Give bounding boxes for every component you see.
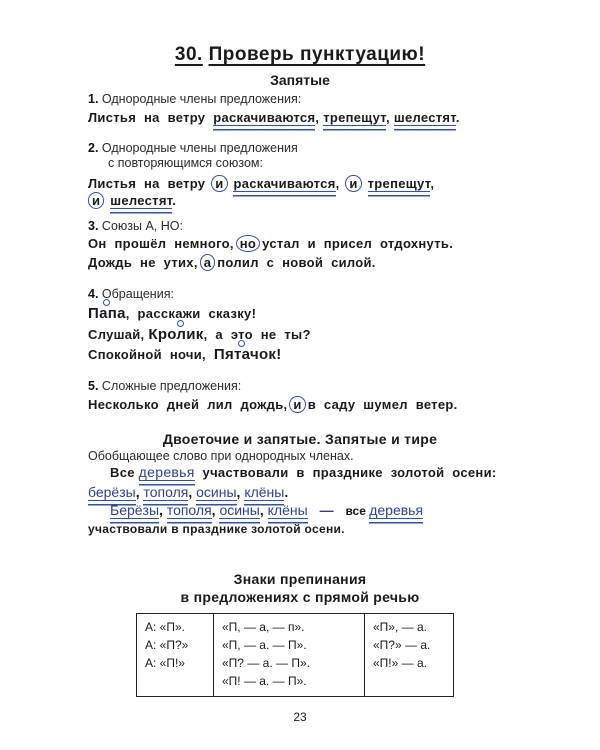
s2-homogeneous-list [110,502,308,519]
item2-end: . [172,193,177,208]
item2-word1: раскачиваются [233,176,336,191]
item3-label-text: Союзы А, НО: [101,219,183,233]
s2-list-word: осины [219,502,260,518]
s1-list-word: берёзы [88,484,136,500]
s1-generalizing-word: деревья [138,464,195,480]
table-cell-line: «П!» — а. [373,656,427,670]
item3-label [88,219,183,233]
s1-list-punct: , [135,484,144,500]
item3-s1-before: Он прошёл немного, [88,236,234,251]
item1-label [88,92,301,106]
item2-conj3: и [88,192,104,209]
item1-comma2: , [385,110,390,125]
item4-number: 4. [88,287,99,301]
table-cell-line: «П, — а, — п». [222,620,305,634]
s2-dash: — [319,502,334,518]
item2-number: 2. [88,141,99,155]
table-cell-line: А: «П!» [145,656,185,670]
item3-sentence1 [88,235,453,252]
item2-conj2: и [345,175,361,192]
s1-list-punct: , [188,484,197,500]
item1-word3: шелестят [393,110,456,125]
item2-conj1: и [211,175,227,192]
item1-number: 1. [88,92,99,106]
s2-list-punct: , [211,502,220,518]
item3-s2-conj: а [200,254,216,271]
item4-sentence1 [88,305,256,322]
item3-s2-before: Дождь не утих, [88,255,198,270]
s2-list-punct: , [259,502,268,518]
s2-part-a: все [345,504,370,518]
item2-comma2: , [430,176,435,191]
item1-comma1: , [315,110,320,125]
section3-heading-line1: Знаки препинания [233,571,367,587]
item1-example [88,110,460,125]
s1-list-word: клёны [244,484,285,500]
item2-word2: трепещут [367,176,431,191]
item4-s3-end: ! [276,346,282,363]
item1-word2: трепещут [323,110,386,125]
s2-list-word: тополя [166,502,212,518]
table-cell-line: А: «П?» [145,638,189,652]
item5-number: 5. [88,379,99,393]
s1-list-punct: . [284,484,289,500]
s1-list-word: тополя [143,484,189,500]
item4-sentence2 [88,326,311,343]
item4-s1-rest: , расскажи сказку! [125,306,257,321]
title-number: 30. [174,44,203,65]
s1-list-word: осины [196,484,237,500]
item3-sentence2 [88,254,376,271]
item1-prefix: Листья на ветру [88,110,214,125]
section2-s1-line1 [110,464,497,480]
s1-part-a: Все [110,465,139,480]
item4-s2-rest: , а это не ты? [203,327,311,342]
table-cell-line: «П», — а. [373,620,427,634]
item1-end: . [455,110,460,125]
item5-sentence [88,396,458,413]
table-col-1 [137,614,214,697]
item4-s2-address: Кролик [148,326,204,343]
item5-before: Несколько дней лил дождь, [88,397,288,412]
page-number: 23 [293,710,307,724]
table-cell-line: «П?» — а. [373,638,431,652]
item2-label-line2: с повторяющимся союзом: [108,156,263,170]
item4-s3-address: Пятачок [213,346,277,363]
table-cell-line: «П, — а. — П». [222,638,307,652]
table-cell-line: «П? — а. — П». [222,656,310,670]
section2-s1-line2 [88,484,288,500]
s1-list-punct: , [236,484,245,500]
section2-s2-line2: участвовали в празднике золотой осени. [88,522,345,536]
item2-label-line1: Однородные члены предложения [101,141,298,155]
item4-sentence3 [88,346,282,363]
item5-label [88,379,241,393]
item2-prefix: Листья на ветру [88,176,206,191]
s2-list-word: Берёзы [110,502,160,518]
item2-word3: шелестят [110,193,173,208]
item4-s2-before: Слушай, [88,327,149,342]
page-title [0,44,600,66]
section3-heading-line2: в предложениях с прямой речью [180,589,420,605]
s1-part-b: участвовали в празднике золотой осени: [194,465,497,480]
section-heading-colon-dash: Двоеточие и запятые. Запятые и тире [162,431,438,447]
section2-label: Обобщающее слово при однородных членах. [88,449,354,463]
item5-after: в саду шумел ветер. [307,397,458,412]
item2-label [88,141,298,155]
item2-example-line1 [88,175,434,192]
title-text: Проверь пунктуацию! [208,44,426,65]
s2-list-punct: , [159,502,167,518]
item2-comma1: , [335,176,340,191]
section2-s2-line1 [110,502,423,518]
item3-s2-after: полил с новой силой. [217,255,376,270]
table-col-3 [365,614,454,697]
item3-s1-conj: но [236,235,260,252]
s2-generalizing-word: деревья [369,502,424,518]
item2-example-line2 [88,192,176,209]
item1-label-text: Однородные члены предложения: [101,92,302,106]
table-col-2 [214,614,365,697]
item1-word1: раскачиваются [213,110,316,125]
direct-speech-table [136,613,454,697]
item3-number: 3. [88,219,99,233]
item4-label [88,287,174,301]
item5-conj: и [289,396,305,413]
s2-list-word: клёны [267,502,308,518]
section-heading-commas: Запятые [270,72,330,88]
item4-s1-address: Папа [88,305,126,322]
table-cell-line: «П! — а. — П». [222,674,307,688]
item4-label-text: Обращения: [101,287,174,301]
item4-s3-before: Спокойной ночи, [88,347,214,362]
item5-label-text: Сложные предложения: [101,379,242,393]
item3-s1-after: устал и присел отдохнуть. [262,236,454,251]
table-cell-line: А: «П». [145,620,185,634]
